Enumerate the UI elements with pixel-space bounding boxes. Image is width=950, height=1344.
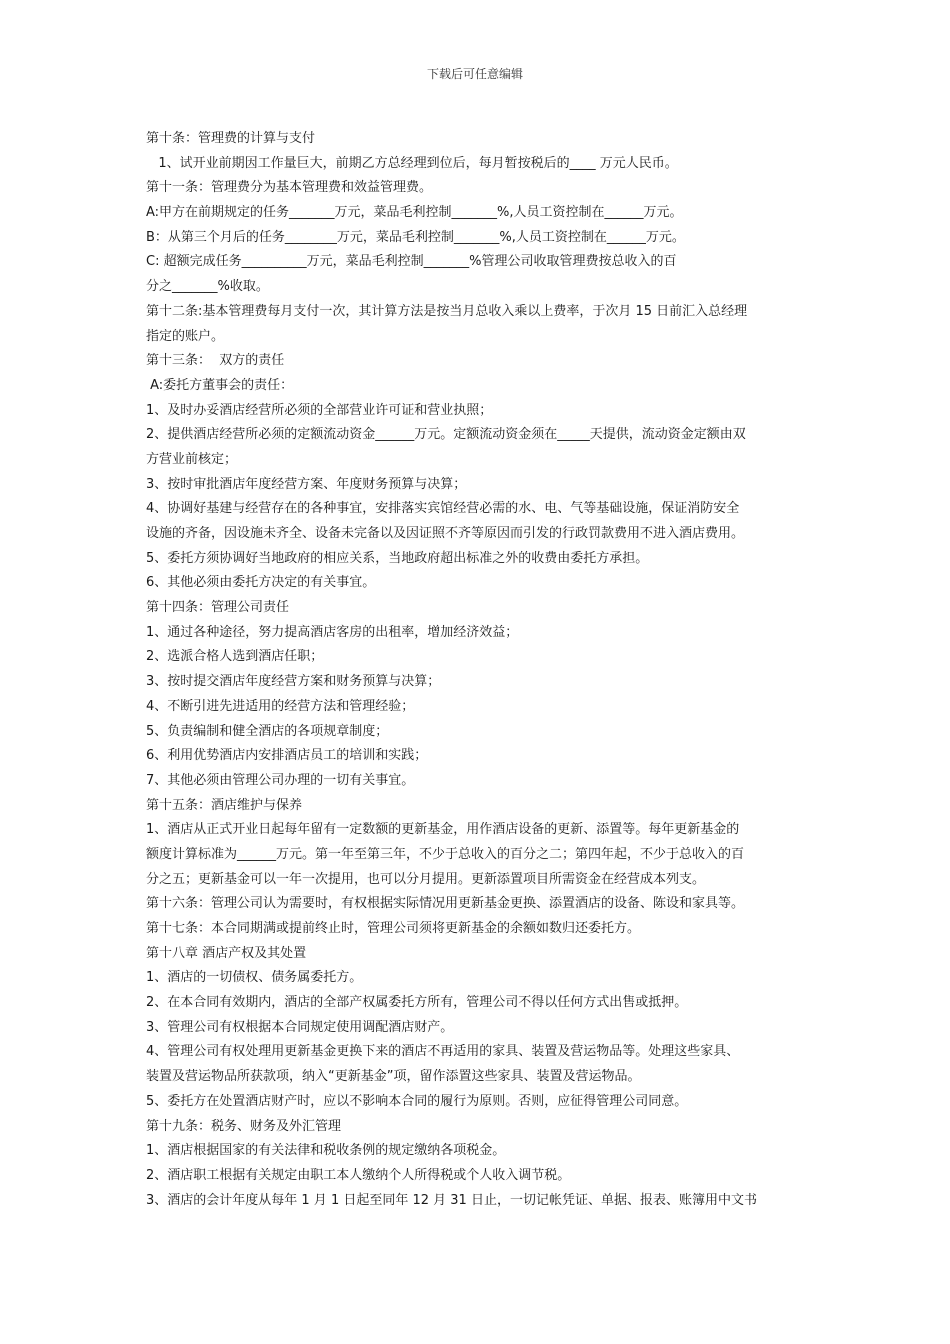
text-line: 第十条：管理费的计算与支付	[146, 131, 316, 146]
text-line: 5、委托方须协调好当地政府的相应关系，当地政府超出标准之外的收费由委托方承担。	[146, 550, 649, 566]
text-line: 5、委托方在处置酒店财产时，应以不影响本合同的履行为原则。否则，应征得管理公司同意。	[146, 1093, 688, 1109]
text-line: C: 超额完成任务__________万元，菜品毛利控制_______%管理公司收取管理费按总收入的百	[146, 254, 677, 270]
text-line: 方营业前核定；	[146, 451, 238, 467]
text-line: 第十五条：酒店维护与保养	[146, 797, 303, 813]
text-line: 2、在本合同有效期内，酒店的全部产权属委托方所有，管理公司不得以任何方式出售或抵押。	[146, 995, 688, 1011]
text-line: 1、酒店根据国家的有关法律和税收条例的规定缴纳各项税金。	[146, 1143, 506, 1159]
text-line: 4、管理公司有权处理用更新基金更换下来的酒店不再适用的家具、装置及营运物品等。处理这些家具、	[146, 1044, 740, 1060]
text-line: 分之五；更新基金可以一年一次提用，也可以分月提用。更新添置项目所需资金在经营成本列支。	[146, 871, 706, 887]
text-line: 3、按时审批酒店年度经营方案、年度财务预算与决算；	[146, 476, 467, 492]
text-line: 第十一条：管理费分为基本管理费和效益管理费。	[146, 180, 433, 196]
text-line: 1、试开业前期因工作量巨大，前期乙方总经理到位后，每月暂按税后的____ 万元人民币。	[146, 155, 678, 171]
text-line: 3、管理公司有权根据本合同规定使用调配酒店财产。	[146, 1019, 454, 1035]
text-line: A:甲方在前期规定的任务_______万元，菜品毛利控制_______%,人员工资控制在______万元。	[146, 205, 683, 221]
text-line: 4、协调好基建与经营存在的各种事宜，安排落实宾馆经营必需的水、电、气等基础设施，保证消防安全	[146, 501, 740, 517]
text-line: 第十三条： 双方的责任	[146, 353, 285, 369]
text-line: 第十四条：管理公司责任	[146, 600, 290, 616]
text-line: 5、负责编制和健全酒店的各项规章制度；	[146, 723, 389, 739]
page-header: 下载后可任意编辑	[426, 67, 523, 81]
text-line: 1、通过各种途径，努力提高酒店客房的出租率，增加经济效益；	[146, 624, 519, 640]
text-line: 2、提供酒店经营所必须的定额流动资金______万元。定额流动资金须在_____天提供，流动资金定额由双	[146, 427, 746, 443]
text-line: 2、选派合格人选到酒店任职；	[146, 649, 324, 665]
text-line: 第十八章 酒店产权及其处置	[146, 945, 307, 961]
text-line: 1、酒店的一切债权、债务属委托方。	[146, 970, 363, 986]
text-line: 3、酒店的会计年度从每年 1 月 1 日起至同年 12 月 31 日止，一切记帐凭证、单据、报表、账簿用中文书	[146, 1192, 757, 1208]
text-line: 4、不断引进先进适用的经营方法和管理经验；	[146, 698, 415, 714]
text-line: 装置及营运物品所获款项，纳入“更新基金”项，留作添置这些家具、装置及营运物品。	[146, 1069, 641, 1085]
text-line: 3、按时提交酒店年度经营方案和财务预算与决算；	[146, 674, 441, 690]
text-line: 额度计算标准为______万元。第一年至第三年，不少于总收入的百分之二；第四年起，不少于总收入的百	[146, 846, 745, 862]
text-line: 第十七条：本合同期满或提前终止时，管理公司须将更新基金的余额如数归还委托方。	[146, 921, 641, 936]
text-line: 6、其他必须由委托方决定的有关事宜。	[146, 575, 376, 591]
text-line: 1、酒店从正式开业日起每年留有一定数额的更新基金，用作酒店设备的更新、添置等。每年更新基金的	[146, 822, 740, 838]
text-line: 设施的齐备，因设施未齐全、设备未完备以及因证照不齐等原因而引发的行政罚款费用不进入酒店费用。	[146, 526, 745, 541]
document-body	[146, 127, 810, 1213]
text-line: B：从第三个月后的任务________万元，菜品毛利控制_______%,人员工资控制在______万元。	[146, 229, 685, 245]
text-line: A:委托方董事会的责任：	[146, 377, 294, 393]
text-line: 第十六条：管理公司认为需要时，有权根据实际情况用更新基金更换、添置酒店的设备、陈设和家具等。	[146, 896, 745, 912]
text-line: 2、酒店职工根据有关规定由职工本人缴纳个人所得税或个人收入调节税。	[146, 1167, 571, 1183]
text-line: 第十二条:基本管理费每月支付一次，其计算方法是按当月总收入乘以上费率，于次月 15 日前汇入总经理	[146, 303, 748, 319]
text-line: 7、其他必须由管理公司办理的一切有关事宜。	[146, 772, 415, 788]
text-line: 6、利用优势酒店内安排酒店员工的培训和实践；	[146, 748, 428, 764]
text-line: 指定的账户。	[146, 328, 225, 344]
text-line: 第十九条：税务、财务及外汇管理	[146, 1118, 342, 1134]
text-line: 分之_______%收取。	[146, 279, 269, 295]
text-line: 1、及时办妥酒店经营所必须的全部营业许可证和营业执照；	[146, 402, 493, 418]
